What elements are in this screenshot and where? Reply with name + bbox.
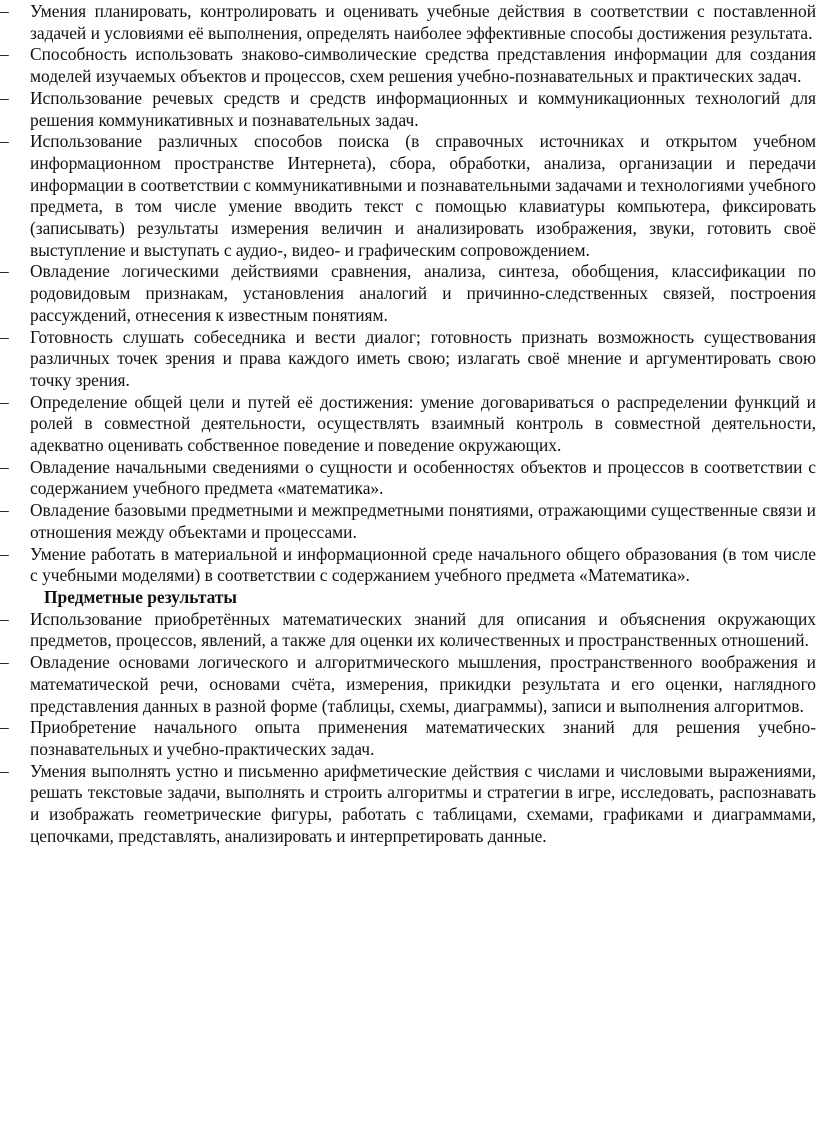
list-item-text: Использование приобретённых математических знаний для описания и объяснения окружающих предметов, процессов, явлений, а также для оценки их количественных и пространственных отношений. — [30, 608, 816, 651]
list-item — [0, 609, 816, 652]
bullet-dash: – — [0, 717, 9, 738]
list-item — [0, 500, 816, 543]
list-item-text: Использование речевых средств и средств информационных и коммуникационных технологий для решения коммуникативных и познавательных задач. — [30, 87, 816, 130]
subject-results-list — [0, 609, 816, 848]
bullet-dash: – — [0, 500, 9, 521]
list-item — [0, 88, 816, 131]
bullet-dash: – — [0, 652, 9, 673]
list-item — [0, 457, 816, 500]
bullet-dash: – — [0, 760, 9, 781]
list-item — [0, 327, 816, 392]
bullet-dash: – — [0, 87, 9, 108]
bullet-dash: – — [0, 608, 9, 629]
bullet-dash: – — [0, 261, 9, 282]
bullet-dash: – — [0, 543, 9, 564]
list-item-text: Способность использовать знаково-символические средства представления информации для создания моделей изучаемых объектов и процессов, схем решения учебно-познавательных и практических задач. — [30, 44, 816, 87]
list-item-text: Овладение основами логического и алгоритмического мышления, пространственного воображения и математической речи, основами счёта, измерения, прикидки результата и его оценки, наглядного представления данных в разной форме (таблицы, схемы, диаграммы), записи и выполнения алгоритмов. — [30, 652, 816, 716]
list-item-text: Приобретение начального опыта применения математических знаний для решения учебно-познавательных и учебно-практических задач. — [30, 717, 816, 759]
bullet-dash: – — [0, 1, 9, 21]
list-item-text: Готовность слушать собеседника и вести диалог; готовность признать возможность существования различных точек зрения и права каждого иметь свою; излагать своё мнение и аргументировать свою точку зрения. — [30, 326, 816, 390]
bullet-dash: – — [0, 391, 9, 412]
list-item — [0, 1, 816, 44]
bullet-dash: – — [0, 131, 9, 152]
list-item — [0, 652, 816, 717]
list-item-text: Использование различных способов поиска (в справочных источниках и открытом учебном информационном пространстве Интернета), сбора, обработки, анализа, организации и передачи информации в соответствии с коммуникативными и познавательными задачами и технологиями учебного предмета, в том числе умение вводить текст с помощью клавиатуры компьютера, фиксировать (записывать) результаты измерения величин и анализировать изображения, звуки, готовить своё выступление и выступать с аудио-, видео- и графическим сопровождением. — [30, 131, 816, 260]
list-item-text: Овладение логическими действиями сравнения, анализа, синтеза, обобщения, классификации по родовидовым признакам, установления аналогий и причинно-следственных связей, построения рассуждений, отнесения к известным понятиям. — [30, 261, 816, 325]
bullet-dash: – — [0, 456, 9, 477]
list-item — [0, 261, 816, 326]
list-item — [0, 131, 816, 261]
list-item-text: Овладение начальными сведениями о сущности и особенностях объектов и процессов в соответствии с содержанием учебного предмета «математика». — [30, 456, 816, 499]
list-item-text: Умения планировать, контролировать и оценивать учебные действия в соответствии с поставленной задачей и условиями её выполнения, определять наиболее эффективные способы достижения результата. — [30, 1, 816, 43]
list-item — [0, 44, 816, 87]
list-item — [0, 717, 816, 760]
list-item — [0, 761, 816, 848]
section-heading: Предметные результаты — [44, 586, 237, 607]
bullet-dash: – — [0, 326, 9, 347]
bullet-dash: – — [0, 44, 9, 65]
list-item — [0, 392, 816, 457]
list-item-text: Умения выполнять устно и письменно арифметические действия с числами и числовыми выражениями, решать текстовые задачи, выполнять и строить алгоритмы и стратегии в игре, исследовать, распознавать и изображать геометрические фигуры, работать с таблицами, схемами, графиками и диаграммами, цепочками, представлять, анализировать и интерпретировать данные. — [30, 760, 816, 846]
list-item — [0, 544, 816, 587]
list-item-text: Овладение базовыми предметными и межпредметными понятиями, отражающими существенные связи и отношения между объектами и процессами. — [30, 500, 816, 542]
list-item-text: Определение общей цели и путей её достижения: умение договариваться о распределении функций и ролей в совместной деятельности, осуществлять взаимный контроль в совместной деятельности, адекватно оценивать собственное поведение и поведение окружающих. — [30, 391, 816, 456]
list-item-text: Умение работать в материальной и информационной среде начального общего образования (в том числе с учебными моделями) в соответствии с содержанием учебного предмета «Математика». — [30, 543, 816, 586]
